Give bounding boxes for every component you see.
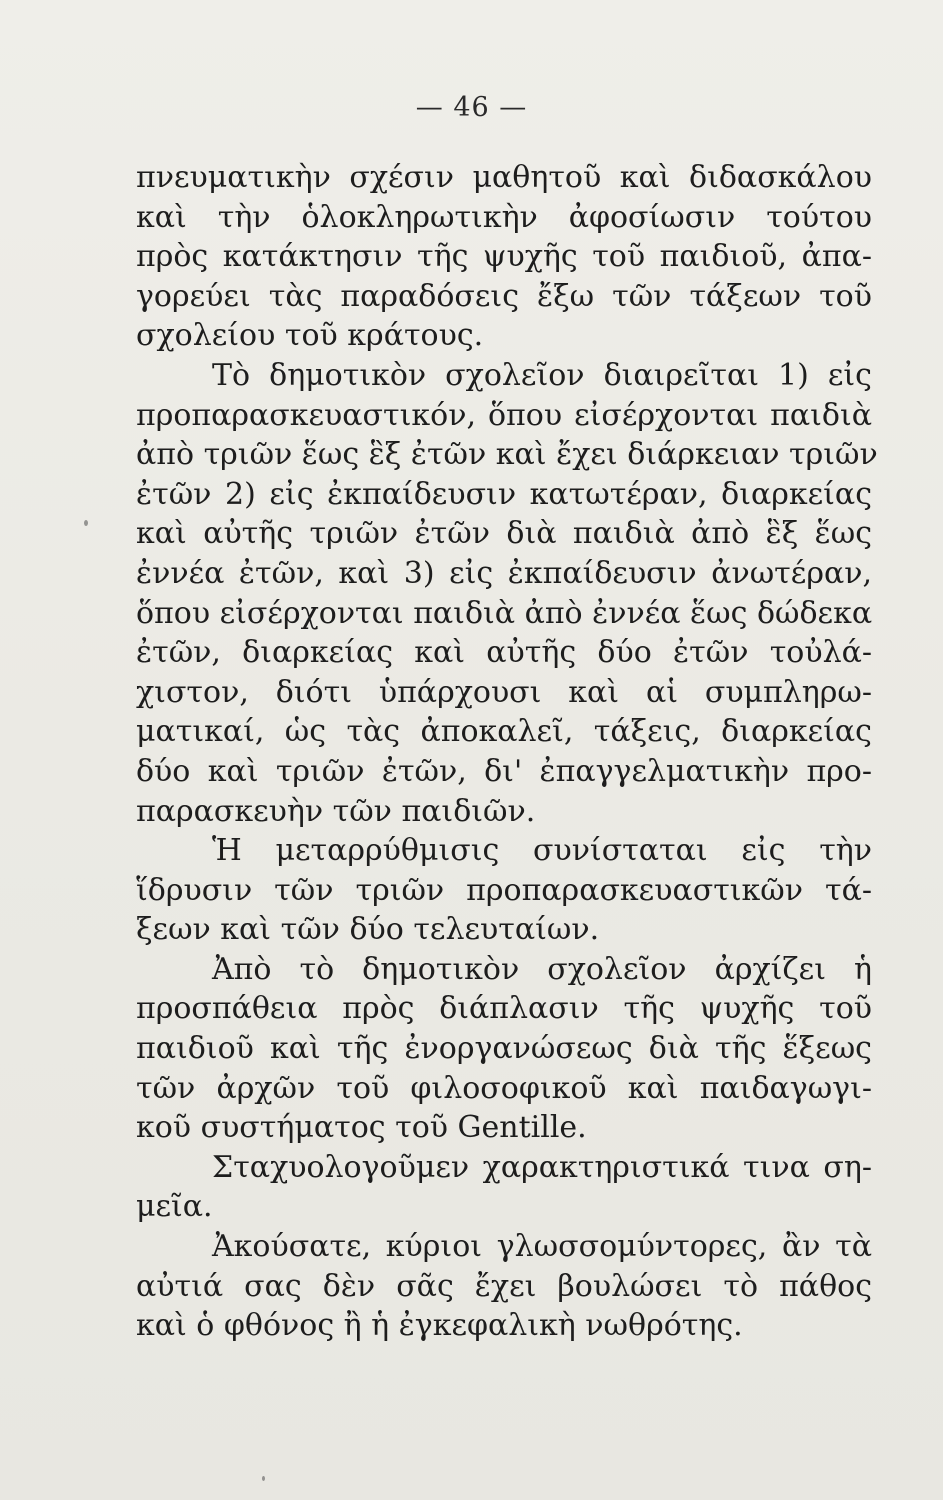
text-line: γορεύει τὰς παραδόσεις ἔξω τῶν τάξεων τοῦ bbox=[136, 278, 872, 314]
text-line: σχολείου τοῦ κράτους. bbox=[136, 318, 484, 354]
text-line: δύο καὶ τριῶν ἐτῶν, δι' ἐπαγγελματικὴν προ- bbox=[136, 753, 872, 789]
text-line: καὶ αὐτῆς τριῶν ἐτῶν διὰ παιδιὰ ἀπὸ ἓξ ἕως bbox=[136, 516, 872, 552]
text-line: μεῖα. bbox=[136, 1189, 213, 1225]
text-line: Τὸ δημοτικὸν σχολεῖον διαιρεῖται 1) εἰς bbox=[212, 357, 872, 393]
page-number: — 46 — bbox=[415, 92, 528, 123]
ink-speck bbox=[262, 1476, 265, 1481]
text-line: ἐτῶν, διαρκείας καὶ αὐτῆς δύο ἐτῶν τοὐλά- bbox=[136, 635, 872, 671]
text-line: ὅπου εἰσέρχονται παιδιὰ ἀπὸ ἐννέα ἕως δώδεκα bbox=[136, 595, 873, 631]
ink-speck bbox=[84, 520, 88, 526]
text-line: ἀπὸ τριῶν ἕως ἓξ ἐτῶν καὶ ἔχει διάρκειαν τριῶν bbox=[136, 437, 878, 473]
body-text bbox=[136, 158, 878, 1346]
text-line: αὐτιά σας δὲν σᾶς ἔχει βουλώσει τὸ πάθος bbox=[136, 1268, 872, 1304]
text-line: ἵδρυσιν τῶν τριῶν προπαρασκευαστικῶν τά- bbox=[136, 872, 872, 908]
text-line: προσπάθεια πρὸς διάπλασιν τῆς ψυχῆς τοῦ bbox=[136, 991, 872, 1027]
text-line: παιδιοῦ καὶ τῆς ἐνοργανώσεως διὰ τῆς ἕξεως bbox=[136, 1031, 872, 1067]
text-line: Σταχυολογοῦμεν χαρακτηριστικά τινα ση- bbox=[212, 1149, 872, 1185]
text-line: τῶν ἀρχῶν τοῦ φιλοσοφικοῦ καὶ παιδαγωγι- bbox=[136, 1070, 872, 1106]
text-line: προπαρασκευαστικόν, ὅπου εἰσέρχονται παιδιὰ bbox=[136, 397, 872, 433]
text-line: ξεων καὶ τῶν δύο τελευταίων. bbox=[136, 912, 600, 948]
text-line: πνευματικὴν σχέσιν μαθητοῦ καὶ διδασκάλου bbox=[136, 160, 872, 195]
text-line: Ἀκούσατε, κύριοι γλωσσομύντορες, ἂν τὰ bbox=[212, 1229, 872, 1265]
text-line: ἐννέα ἐτῶν, καὶ 3) εἰς ἐκπαίδευσιν ἀνωτέραν, bbox=[136, 555, 872, 591]
text-line: χιστον, διότι ὑπάρχουσι καὶ αἱ συμπληρω- bbox=[136, 674, 872, 710]
text-line: ματικαί, ὡς τὰς ἀποκαλεῖ, τάξεις, διαρκείας bbox=[136, 714, 872, 750]
text-line: Ἀπὸ τὸ δημοτικὸν σχολεῖον ἀρχίζει ἡ bbox=[212, 951, 872, 987]
text-line: Ἡ μεταρρύθμισις συνίσταται εἰς τὴν bbox=[212, 833, 872, 869]
text-line: ἐτῶν 2) εἰς ἐκπαίδευσιν κατωτέραν, διαρκείας bbox=[136, 476, 872, 512]
text-line: πρὸς κατάκτησιν τῆς ψυχῆς τοῦ παιδιοῦ, ἀπα- bbox=[136, 239, 872, 275]
text-line: παρασκευὴν τῶν παιδιῶν. bbox=[136, 793, 536, 829]
text-line: κοῦ συστήματος τοῦ Gentille. bbox=[136, 1110, 587, 1146]
text-line: καὶ ὁ φθόνος ἢ ἡ ἐγκεφαλικὴ νωθρότης. bbox=[136, 1308, 743, 1344]
text-line: καὶ τὴν ὁλοκληρωτικὴν ἀφοσίωσιν τούτου bbox=[136, 199, 872, 235]
